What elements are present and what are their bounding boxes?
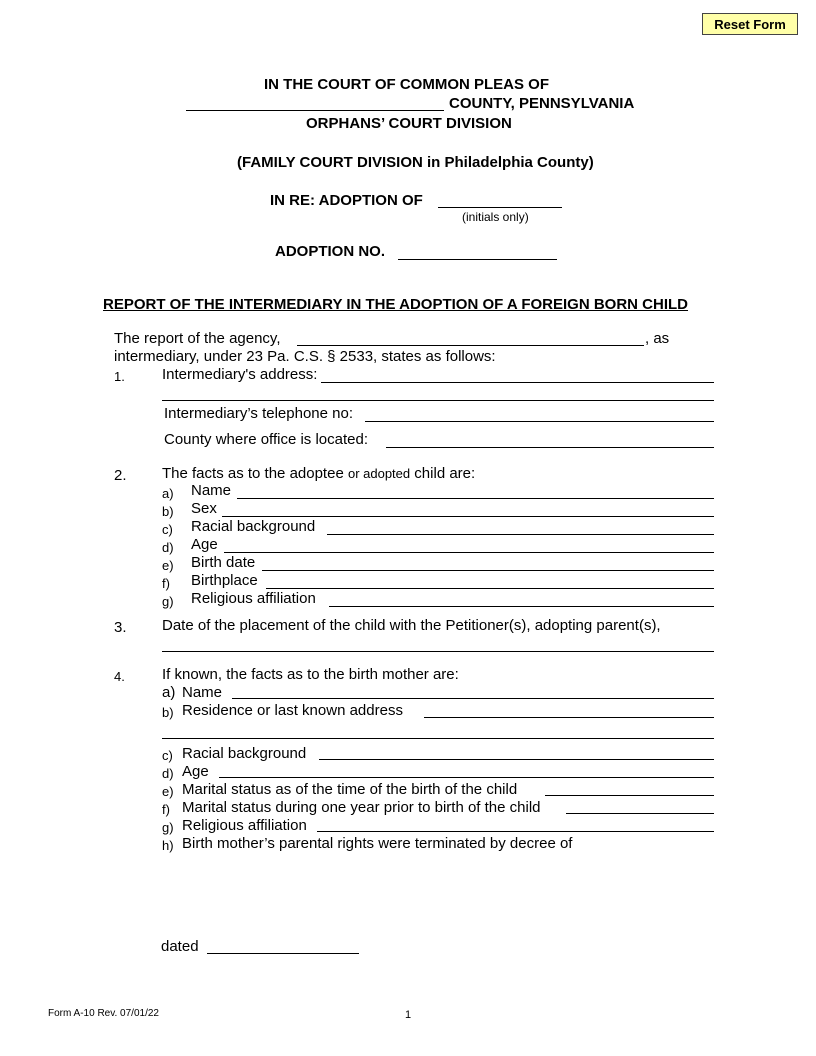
adoption-no-label: ADOPTION NO.: [275, 243, 386, 260]
in-re-label: IN RE: ADOPTION OF: [270, 192, 423, 209]
adoptee-sex-label: Sex: [191, 500, 217, 517]
page-number: 1: [405, 1009, 412, 1021]
bm-racial-field[interactable]: [319, 759, 714, 760]
intro-statute: intermediary, under 23 Pa. C.S. § 2533, states as follows:: [114, 348, 496, 365]
family-court-note: (FAMILY COURT DIVISION in Philadelphia County): [237, 154, 594, 171]
adoptee-birthplace-label: Birthplace: [191, 572, 258, 589]
dated-field[interactable]: [207, 953, 359, 954]
bm-rights-label: Birth mother’s parental rights were terminated by decree of: [182, 835, 573, 852]
section2-number: 2.: [114, 467, 127, 484]
bm-letter-h: h): [162, 838, 174, 853]
bm-address-label: Residence or last known address: [182, 702, 403, 719]
telephone-label: Intermediary’s telephone no:: [164, 405, 354, 422]
letter-f: f): [162, 576, 170, 591]
county-field[interactable]: [186, 110, 444, 111]
adoptee-birthdate-field[interactable]: [262, 570, 714, 571]
bm-letter-c: c): [162, 748, 173, 763]
adoptee-birthplace-field[interactable]: [266, 588, 714, 589]
section1-number: 1.: [114, 369, 125, 384]
address-field-2[interactable]: [162, 400, 714, 401]
bm-racial-label: Racial background: [182, 745, 307, 762]
placement-date-field[interactable]: [162, 651, 714, 652]
adoptee-birthdate-label: Birth date: [191, 554, 256, 571]
address-field[interactable]: [321, 382, 714, 383]
adoptee-religion-field[interactable]: [329, 606, 714, 607]
bm-letter-a: a): [162, 684, 176, 701]
dated-label: dated: [161, 938, 199, 955]
letter-g: g): [162, 594, 174, 609]
section4-number: 4.: [114, 669, 125, 684]
adoptee-sex-field[interactable]: [222, 516, 714, 517]
adoptee-heading: The facts as to the adoptee or adopted child are:: [162, 465, 476, 482]
adoptee-age-label: Age: [191, 536, 218, 553]
adoptee-religion-label: Religious affiliation: [191, 590, 316, 607]
adoptee-name-label: Name: [191, 482, 232, 499]
adoptee-name-field[interactable]: [237, 498, 714, 499]
bm-letter-e: e): [162, 784, 174, 799]
bm-letter-g: g): [162, 820, 174, 835]
agency-field[interactable]: [297, 345, 644, 346]
bm-name-label: Name: [182, 684, 223, 701]
adoptee-age-field[interactable]: [224, 552, 714, 553]
bm-religion-label: Religious affiliation: [182, 817, 307, 834]
telephone-field[interactable]: [365, 421, 714, 422]
bm-letter-b: b): [162, 705, 174, 720]
bm-marital-birth-field[interactable]: [545, 795, 714, 796]
adoptee-racial-field[interactable]: [327, 534, 714, 535]
bm-religion-field[interactable]: [317, 831, 714, 832]
bm-marital-birth-label: Marital status as of the time of the birth of the child: [182, 781, 518, 798]
letter-e: e): [162, 558, 174, 573]
bm-age-field[interactable]: [219, 777, 714, 778]
county-office-field[interactable]: [386, 447, 714, 448]
letter-a: a): [162, 486, 174, 501]
adoptee-racial-label: Racial background: [191, 518, 316, 535]
bm-marital-prior-field[interactable]: [566, 813, 714, 814]
letter-c: c): [162, 522, 173, 537]
initials-note: (initials only): [462, 210, 529, 224]
reset-form-button[interactable]: Reset Form: [702, 13, 798, 35]
bm-age-label: Age: [182, 763, 209, 780]
bm-marital-prior-label: Marital status during one year prior to birth of the child: [182, 799, 541, 816]
section3-number: 3.: [114, 619, 127, 636]
bm-letter-d: d): [162, 766, 174, 781]
court-heading: IN THE COURT OF COMMON PLEAS OF: [264, 76, 549, 93]
birth-mother-heading: If known, the facts as to the birth mother are:: [162, 666, 459, 683]
report-title: REPORT OF THE INTERMEDIARY IN THE ADOPTION OF A FOREIGN BORN CHILD: [103, 296, 689, 313]
division-heading: ORPHANS’ COURT DIVISION: [306, 115, 512, 132]
intro-agency: The report of the agency,: [114, 330, 281, 347]
address-label: Intermediary's address:: [162, 366, 318, 383]
bm-address-field[interactable]: [424, 717, 714, 718]
county-office-label: County where office is located:: [164, 431, 369, 448]
adoption-no-field[interactable]: [398, 259, 557, 260]
county-pennsylvania: COUNTY, PENNSYLVANIA: [449, 95, 635, 112]
intro-as: , as: [645, 330, 670, 347]
initials-field[interactable]: [438, 207, 562, 208]
letter-d: d): [162, 540, 174, 555]
placement-date-label: Date of the placement of the child with the Petitioner(s), adopting parent(s),: [162, 617, 661, 634]
letter-b: b): [162, 504, 174, 519]
bm-name-field[interactable]: [232, 698, 714, 699]
bm-letter-f: f): [162, 802, 170, 817]
form-number: Form A-10 Rev. 07/01/22: [48, 1008, 159, 1019]
bm-address-field-2[interactable]: [162, 738, 714, 739]
